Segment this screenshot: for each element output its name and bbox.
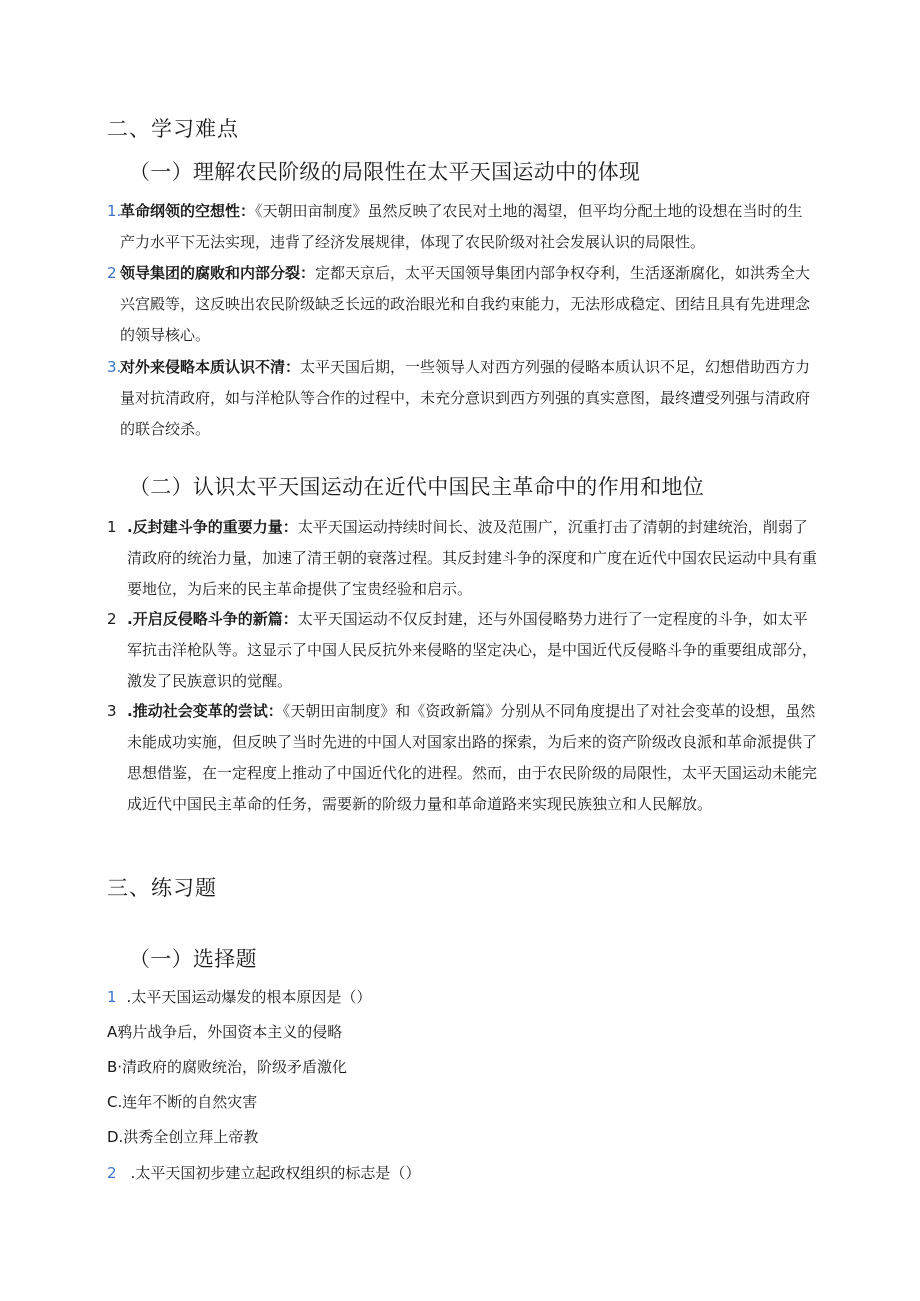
item-heading: 革命纲领的空想性： [120, 202, 256, 220]
item-text: 《天朝田亩制度》和《资政新篇》分别从不同角度提出了对社会变革的设想，虽然未能成功实施，但反映了当时先进的中国人对国家出路的探索，为后来的资产阶级改良派和革命派提供了思想借鉴，在一定程度上推动了中国近代化的进程。然而，由于农民阶级的局限性，太平天国运动未能完成近代中国民主革命的任务，需要新的阶级力量和革命道路来实现民族独立和人民解放。 [127, 702, 818, 813]
item-text: 太平天国后期，一些领导人对西方列强的侵略本质认识不足，幻想借助西方力量对抗清政府，如与洋枪队等合作的过程中，未充分意识到西方列强的真实意图，最终遭受列强与清政府的联合绞杀。 [120, 358, 811, 438]
item-number: 3. [107, 358, 122, 376]
subsection-heading-multiple-choice: （一）选择题 [129, 947, 257, 971]
list-item [107, 696, 817, 820]
question-2 [107, 1162, 420, 1184]
list-item [107, 196, 817, 258]
section-heading-difficulties: 二、学习难点 [107, 117, 239, 141]
list-item [107, 512, 817, 605]
item-number: 1 [107, 518, 117, 536]
subsection-heading-peasant-limitations: （一）理解农民阶级的局限性在太平天国运动中的体现 [129, 160, 641, 184]
option-b: B·清政府的腐败统治，阶级矛盾激化 [107, 1058, 348, 1076]
item-number: 2 [107, 264, 117, 282]
item-heading: .推动社会变革的尝试： [127, 702, 283, 720]
item-text: 《天朝田亩制度》虽然反映了农民对土地的渴望，但平均分配土地的设想在当时的生产力水平下无法实现，违背了经济发展规律，体现了农民阶级对社会发展认识的局限性。 [120, 202, 803, 251]
item-text: 定都天京后，太平天国领导集团内部争权夺利，生活逐渐腐化，如洪秀全大兴宫殿等，这反映出农民阶级缺乏长远的政治眼光和自我约束能力，无法形成稳定、团结且具有先进理念的领导核心。 [120, 264, 811, 344]
option-d: D.洪秀全创立拜上帝教 [107, 1128, 259, 1146]
item-heading: 领导集团的腐败和内部分裂： [120, 264, 316, 282]
question-text: .太平天国初步建立起政权组织的标志是（） [130, 1164, 421, 1182]
list-item [107, 352, 817, 445]
item-heading: .开启反侵略斗争的新篇： [127, 610, 298, 628]
question-text: .太平天国运动爆发的根本原因是（） [126, 988, 372, 1006]
list-item [107, 258, 817, 351]
item-number: 3 [107, 702, 117, 720]
item-text: 太平天国运动不仅反封建，还与外国侵略势力进行了一定程度的斗争，如太平军抗击洋枪队等。这显示了中国人民反抗外来侵略的坚定决心，是中国近代反侵略斗争的重要组成部分，激发了民族意识的觉醒。 [127, 610, 818, 690]
subsection-heading-role-and-status: （二）认识太平天国运动在近代中国民主革命中的作用和地位 [129, 475, 705, 499]
question-number: 1 [107, 988, 117, 1006]
item-heading: 对外来侵略本质认识不清： [120, 358, 301, 376]
item-text: 太平天国运动持续时间长、波及范围广，沉重打击了清朝的封建统治，削弱了清政府的统治力量，加速了清王朝的衰落过程。其反封建斗争的深度和广度在近代中国农民运动中具有重要地位，为后来的民主革命提供了宝贵经验和启示。 [127, 518, 818, 598]
question-number: 2 [107, 1164, 117, 1182]
list-item [107, 604, 817, 697]
item-number: 2 [107, 610, 117, 628]
item-number: 1. [107, 202, 122, 220]
item-heading: .反封建斗争的重要力量： [127, 518, 298, 536]
option-c: C.连年不断的自然灾害 [107, 1093, 258, 1111]
section-heading-exercises: 三、练习题 [107, 876, 217, 900]
question-1 [107, 986, 371, 1008]
option-a: A鸦片战争后，外国资本主义的侵略 [107, 1023, 343, 1041]
